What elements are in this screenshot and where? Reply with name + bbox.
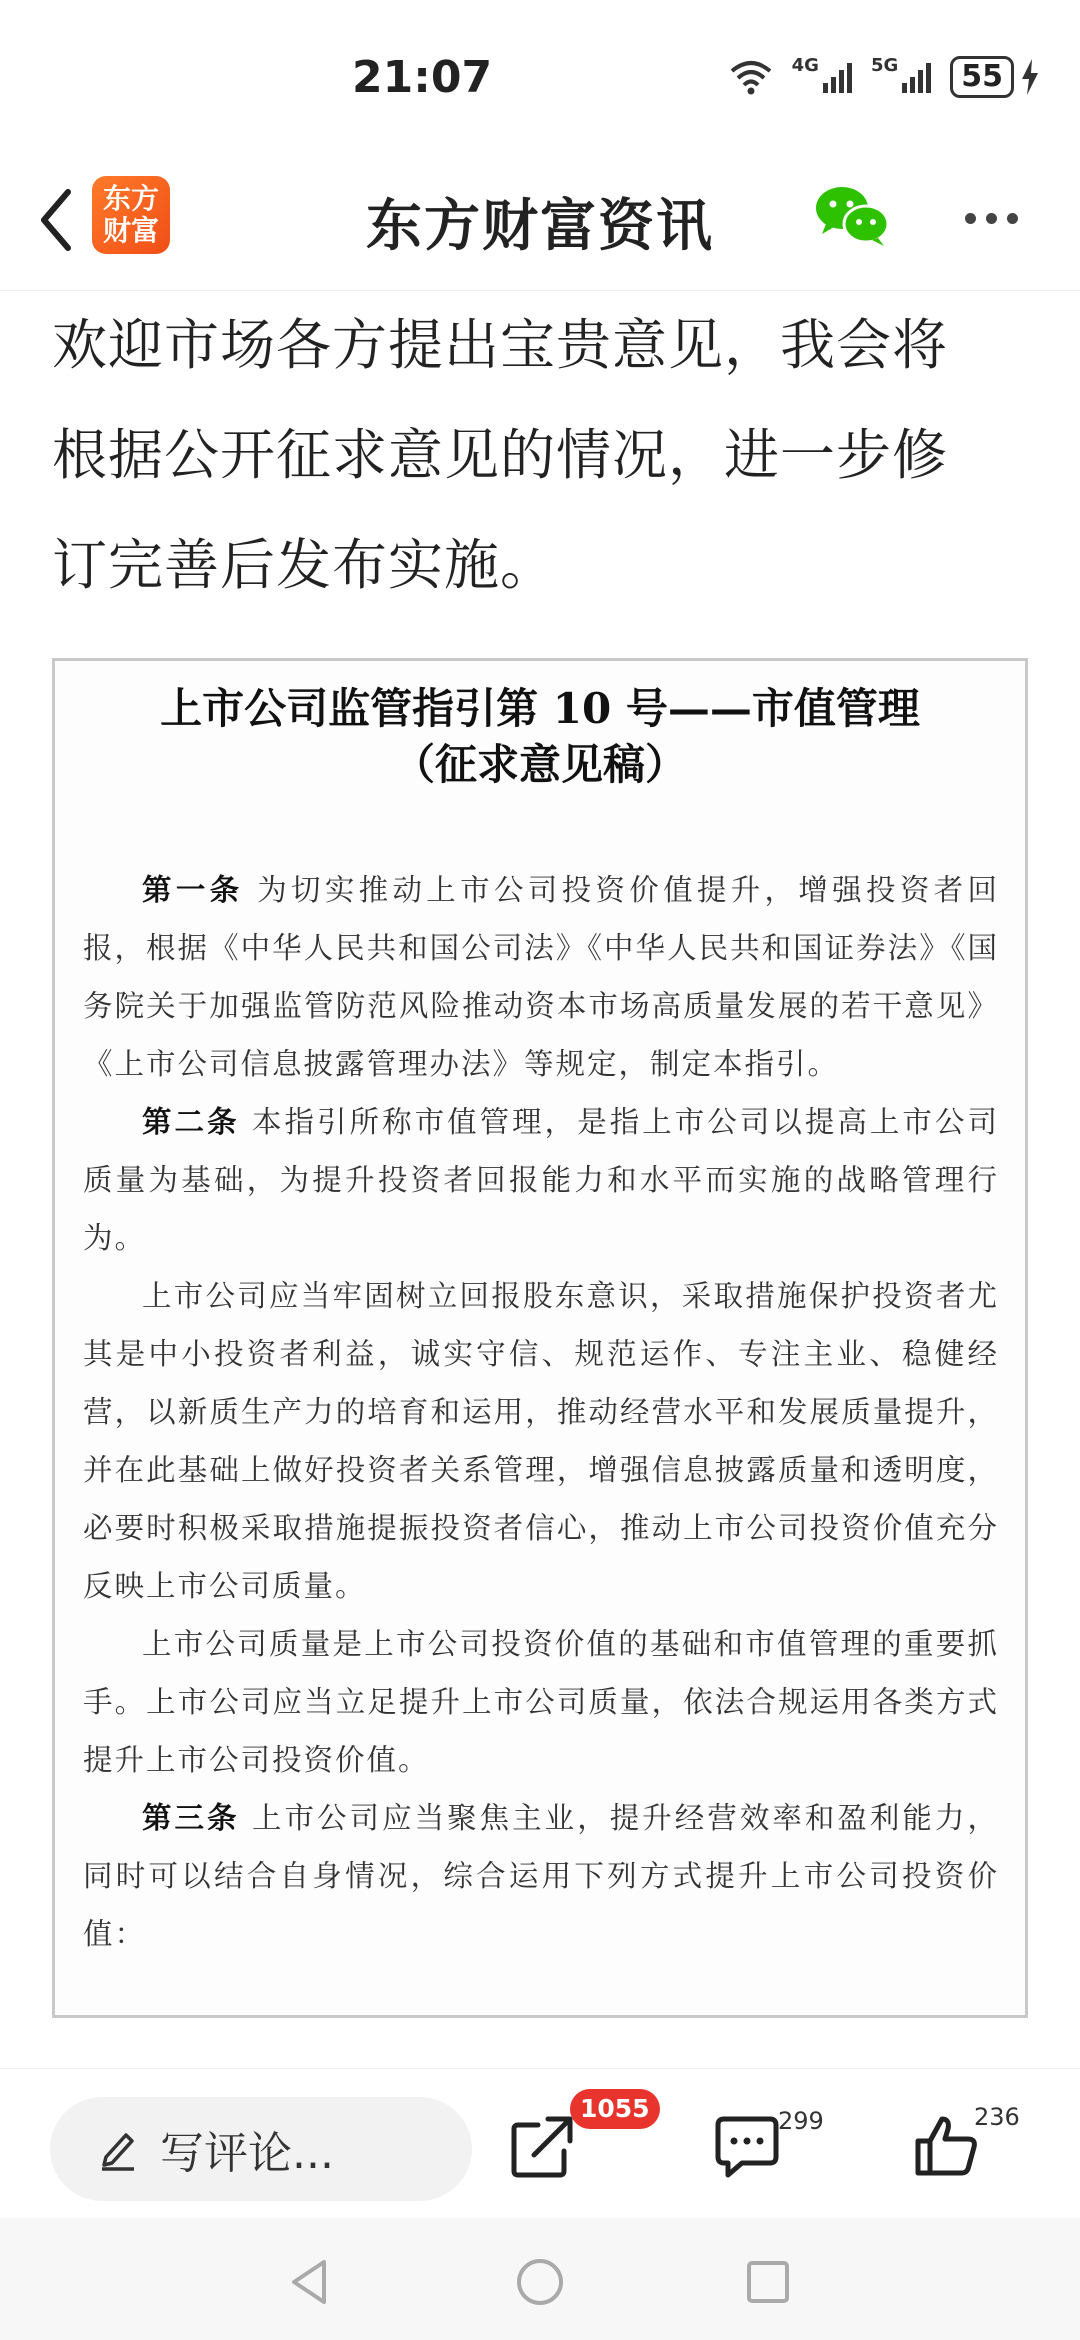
document-title [55, 681, 1025, 793]
article-body [52, 290, 1042, 620]
nav-home-button[interactable] [510, 2252, 570, 2312]
article-label: 第一条 [142, 872, 244, 907]
article-line: 根据公开征求意见的情况，进一步修 [52, 423, 949, 487]
comment-icon [712, 2111, 782, 2181]
charging-icon [1020, 59, 1040, 95]
share-count-badge: 1055 [570, 2089, 660, 2129]
wechat-share-button[interactable] [812, 180, 892, 250]
share-icon [508, 2111, 578, 2181]
document-article-2 [83, 1093, 999, 1267]
status-bar [0, 0, 1080, 150]
document-image[interactable] [52, 658, 1028, 2018]
signal-icon [821, 61, 853, 93]
more-dot [986, 213, 997, 224]
wechat-icon [812, 180, 892, 250]
document-paragraph: 上市公司应当牢固树立回报股东意识，采取措施保护投资者尤其是中小投资者利益，诚实守信、规范运作、专注主业、稳健经营，以新质生产力的培育和运用，推动经营水平和发展质量提升，并在此基础上做好投资者关系管理，增强信息披露质量和透明度，必要时积极采取措施提振投资者信心，推动上市公司投资价值充分反映上市公司质量。 [83, 1279, 999, 1603]
comment-count: 299 [778, 2107, 824, 2135]
article-text: 为切实推动上市公司投资价值提升，增强投资者回报，根据《中华人民共和国公司法》《中华人民共和国证券法》《国务院关于加强监管防范风险推动资本市场高质量发展的若干意见》《上市公司信息披露管理办法》等规定，制定本指引。 [83, 873, 999, 1081]
document-title-line2: （征求意见稿） [392, 740, 687, 789]
document-article-1 [83, 861, 999, 1093]
like-count: 236 [974, 2103, 1020, 2131]
square-recents-icon [738, 2252, 798, 2312]
share-button[interactable] [508, 2111, 578, 2181]
logo-text-line2: 财富 [102, 214, 159, 247]
more-options-button[interactable] [958, 198, 1024, 238]
document-article-3 [83, 1789, 999, 1963]
comment-placeholder: 写评论... [160, 2128, 334, 2179]
like-button[interactable] [912, 2111, 982, 2181]
battery-indicator: 55 [950, 56, 1014, 98]
more-dot [965, 213, 976, 224]
page-title: 东方财富资讯 [366, 194, 714, 259]
logo-text-line1: 东方 [102, 182, 159, 215]
article-line: 欢迎市场各方提出宝贵意见，我会将 [52, 313, 949, 377]
more-dot [1007, 213, 1018, 224]
article-text: 本指引所称市值管理，是指上市公司以提高上市公司质量为基础，为提升投资者回报能力和水平而实施的战略管理行为。 [83, 1105, 999, 1255]
article-line: 订完善后发布实施。 [52, 533, 557, 597]
document-body [83, 861, 999, 1963]
network-5g-label: 5G [870, 54, 899, 76]
nav-back-button[interactable] [280, 2252, 340, 2312]
app-header [0, 150, 1080, 291]
circle-home-icon [510, 2252, 570, 2312]
triangle-back-icon [280, 2252, 340, 2312]
document-paragraph: 上市公司质量是上市公司投资价值的基础和市值管理的重要抓手。上市公司应当立足提升上市公司质量，依法合规运用各类方式提升上市公司投资价值。 [83, 1627, 999, 1777]
article-label: 第二条 [142, 1104, 240, 1139]
document-title-line1: 上市公司监管指引第 10 号——市值管理 [160, 684, 920, 733]
comments-button[interactable] [712, 2111, 782, 2181]
signal-icon [900, 61, 932, 93]
article-text: 上市公司应当聚焦主业，提升经营效率和盈利能力，同时可以结合自身情况，综合运用下列方式提升上市公司投资价值： [83, 1801, 999, 1951]
article-label: 第三条 [142, 1800, 240, 1835]
system-nav-bar [0, 2218, 1080, 2340]
thumbs-up-icon [912, 2111, 982, 2181]
nav-recents-button[interactable] [738, 2252, 798, 2312]
wifi-icon [728, 59, 774, 95]
network-4g-label: 4G [791, 54, 819, 76]
bottom-action-bar [0, 2068, 1080, 2219]
status-icons [728, 56, 1040, 98]
comment-input[interactable] [50, 2097, 472, 2201]
pen-icon [98, 2127, 138, 2171]
status-time: 21:07 [352, 52, 493, 103]
